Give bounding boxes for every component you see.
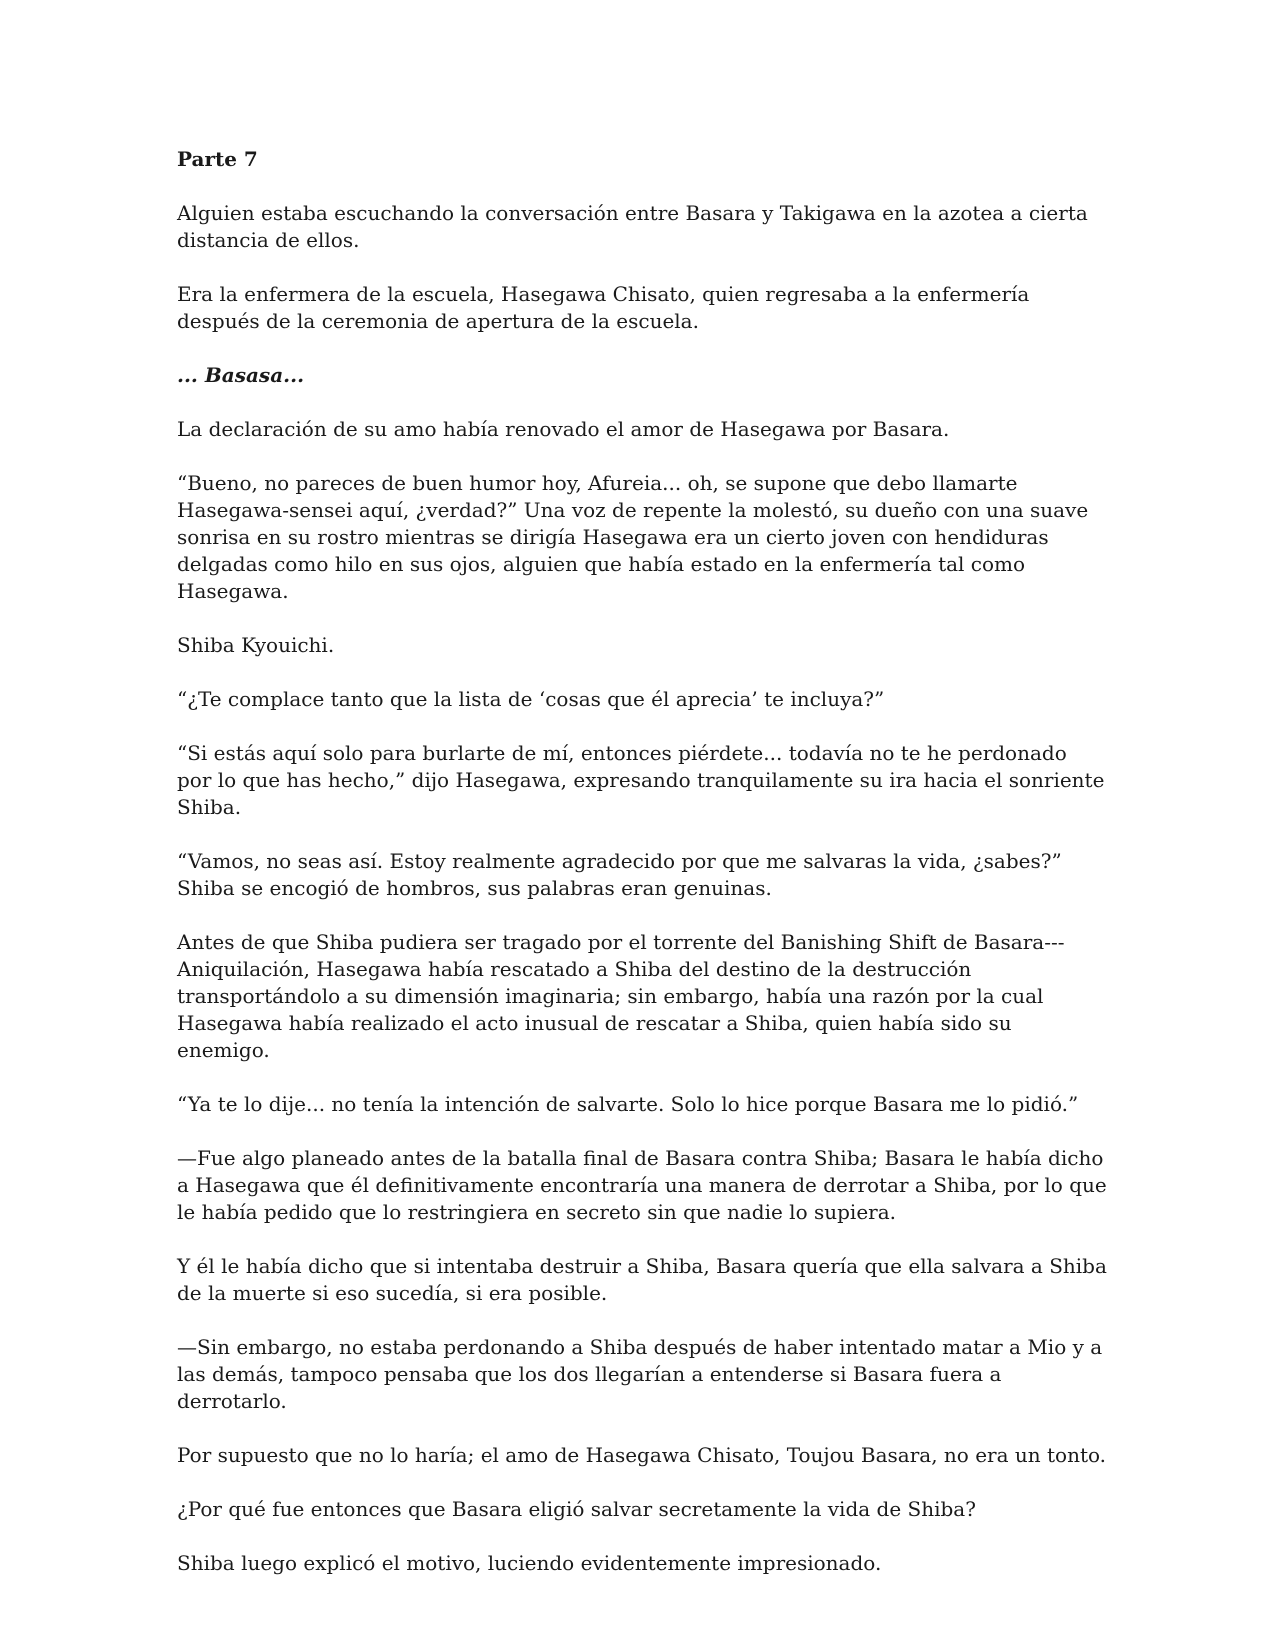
paragraph-16: ¿Por qué fue entonces que Basara eligió salvar secretamente la vida de Shiba? (177, 1497, 976, 1521)
paragraph-15: Por supuesto que no lo haría; el amo de Hasegawa Chisato, Toujou Basara, no era un tonto. (177, 1443, 1107, 1467)
paragraph-5: “Bueno, no pareces de buen humor hoy, Afureia... oh, se supone que debo llamarte Hasegawa-sensei aquí, ¿verdad?” Una voz de repente la molestó, su dueño con una suave sonrisa en su rostro mientras se dirigía Hasegawa era un cierto joven con hendiduras delgadas como hilo en sus ojos, alguien que había estado en la enfermería tal como Hasegawa. (177, 471, 1089, 603)
paragraph-3-emphasis: ... Basasa... (177, 363, 305, 387)
paragraph-17: Shiba luego explicó el motivo, luciendo evidentemente impresionado. (177, 1551, 882, 1575)
paragraph-8: “Si estás aquí solo para burlarte de mí, entonces piérdete... todavía no te he perdonado por lo que has hecho,” dijo Hasegawa, expresando tranquilamente su ira hacia el sonriente Shiba. (177, 741, 1105, 819)
document-page (177, 146, 1107, 1604)
paragraph-10: Antes de que Shiba pudiera ser tragado por el torrente del Banishing Shift de Basara---Aniquilación, Hasegawa había rescatado a Shiba del destino de la destrucción transportándolo a su dimensión imaginaria; sin embargo, había una razón por la cual Hasegawa había realizado el acto inusual de rescatar a Shiba, quien había sido su enemigo. (177, 930, 1065, 1062)
paragraph-13: Y él le había dicho que si intentaba destruir a Shiba, Basara quería que ella salvara a Shiba de la muerte si eso sucedía, si era posible. (177, 1254, 1107, 1305)
paragraph-6: Shiba Kyouichi. (177, 633, 335, 657)
paragraph-12: —Fue algo planeado antes de la batalla final de Basara contra Shiba; Basara le había dicho a Hasegawa que él definitivamente encontraría una manera de derrotar a Shiba, por lo que le había pedido que lo restringiera en secreto sin que nadie lo supiera. (177, 1146, 1107, 1224)
paragraph-4: La declaración de su amo había renovado el amor de Hasegawa por Basara. (177, 417, 950, 441)
section-heading: Parte 7 (177, 147, 258, 171)
paragraph-14: —Sin embargo, no estaba perdonando a Shiba después de haber intentado matar a Mio y a las demás, tampoco pensaba que los dos llegarían a entenderse si Basara fuera a derrotarlo. (177, 1335, 1103, 1413)
paragraph-1: Alguien estaba escuchando la conversación entre Basara y Takigawa en la azotea a cierta distancia de ellos. (177, 201, 1088, 252)
paragraph-11: “Ya te lo dije... no tenía la intención de salvarte. Solo lo hice porque Basara me lo pidió.” (177, 1092, 1079, 1116)
paragraph-9: “Vamos, no seas así. Estoy realmente agradecido por que me salvaras la vida, ¿sabes?” Shiba se encogió de hombros, sus palabras eran genuinas. (177, 849, 1062, 900)
paragraph-2: Era la enfermera de la escuela, Hasegawa Chisato, quien regresaba a la enfermería después de la ceremonia de apertura de la escuela. (177, 282, 1030, 333)
paragraph-7: “¿Te complace tanto que la lista de ‘cosas que él aprecia’ te incluya?” (177, 687, 885, 711)
